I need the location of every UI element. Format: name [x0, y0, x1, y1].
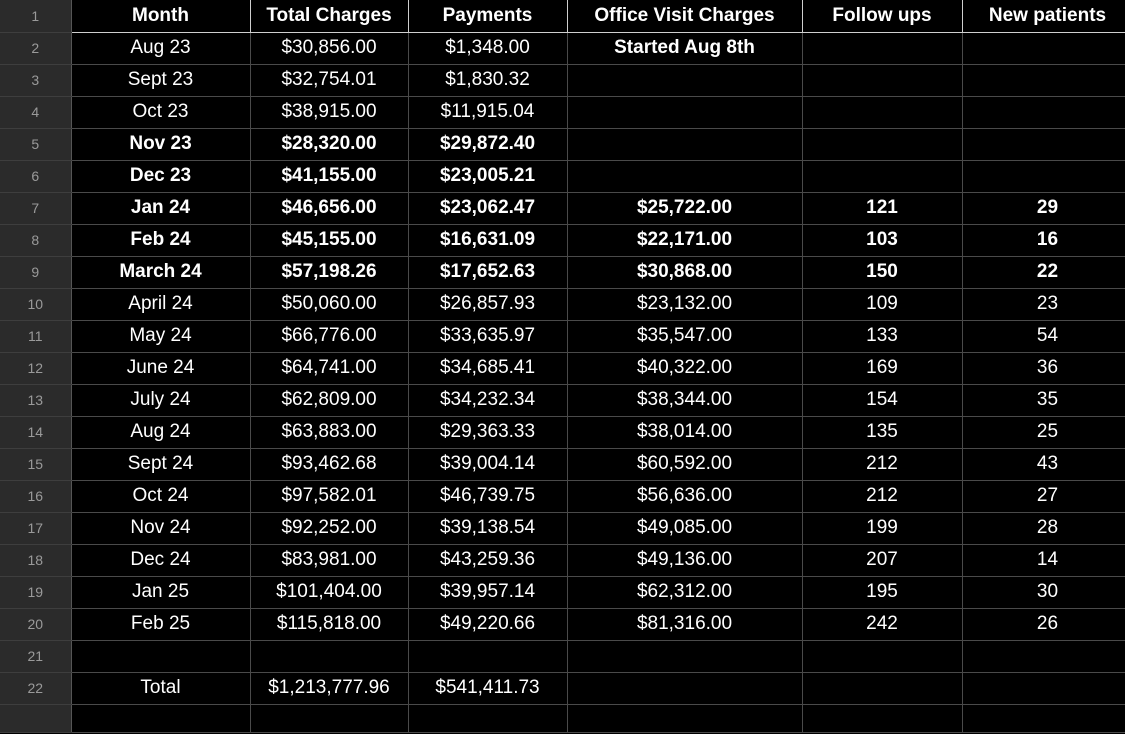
table-cell[interactable]: 14	[962, 544, 1125, 576]
table-cell[interactable]: $46,656.00	[250, 192, 408, 224]
table-cell[interactable]: $1,213,777.96	[250, 672, 408, 704]
table-cell[interactable]: $33,635.97	[408, 320, 567, 352]
table-cell[interactable]	[802, 96, 962, 128]
table-cell[interactable]	[567, 128, 802, 160]
table-row	[0, 320, 1125, 352]
table-cell[interactable]	[567, 64, 802, 96]
row-number[interactable]: 3	[0, 64, 71, 96]
row-number[interactable]: 16	[0, 480, 71, 512]
table-cell[interactable]: 27	[962, 480, 1125, 512]
table-cell[interactable]: $57,198.26	[250, 256, 408, 288]
table-cell[interactable]: June 24	[71, 352, 250, 384]
table-cell[interactable]	[408, 640, 567, 672]
table-cell[interactable]: 28	[962, 512, 1125, 544]
table-cell[interactable]: $32,754.01	[250, 64, 408, 96]
table-cell[interactable]: $63,883.00	[250, 416, 408, 448]
row-number[interactable]: 6	[0, 160, 71, 192]
table-cell[interactable]: $38,014.00	[567, 416, 802, 448]
table-cell[interactable]	[802, 32, 962, 64]
table-cell[interactable]: Feb 24	[71, 224, 250, 256]
table-cell[interactable]	[962, 640, 1125, 672]
table-cell[interactable]: $34,685.41	[408, 352, 567, 384]
table-cell[interactable]: Nov 23	[71, 128, 250, 160]
table-cell[interactable]	[567, 704, 802, 732]
row-number[interactable]: 14	[0, 416, 71, 448]
table-cell[interactable]: 23	[962, 288, 1125, 320]
row-number[interactable]: 17	[0, 512, 71, 544]
table-cell[interactable]: $541,411.73	[408, 672, 567, 704]
table-cell[interactable]: $62,312.00	[567, 576, 802, 608]
table-cell[interactable]: 121	[802, 192, 962, 224]
table-cell[interactable]: 135	[802, 416, 962, 448]
table-row	[0, 704, 1125, 732]
table-cell[interactable]	[962, 32, 1125, 64]
row-number[interactable]: 13	[0, 384, 71, 416]
table-cell[interactable]: $49,220.66	[408, 608, 567, 640]
table-row	[0, 480, 1125, 512]
table-cell[interactable]: 36	[962, 352, 1125, 384]
table-cell[interactable]: 199	[802, 512, 962, 544]
header-cell-total-charges[interactable]: Total Charges	[250, 0, 408, 32]
table-cell[interactable]: 212	[802, 480, 962, 512]
table-row	[0, 32, 1125, 64]
row-number[interactable]: 5	[0, 128, 71, 160]
table-cell[interactable]: $83,981.00	[250, 544, 408, 576]
table-cell[interactable]: 154	[802, 384, 962, 416]
table-row	[0, 256, 1125, 288]
table-cell[interactable]: $41,155.00	[250, 160, 408, 192]
row-number[interactable]: 20	[0, 608, 71, 640]
table-row	[0, 448, 1125, 480]
table-row	[0, 640, 1125, 672]
header-cell-payments[interactable]: Payments	[408, 0, 567, 32]
row-number[interactable]: 18	[0, 544, 71, 576]
table-cell[interactable]: $1,830.32	[408, 64, 567, 96]
table-cell[interactable]	[802, 672, 962, 704]
table-cell[interactable]: Aug 23	[71, 32, 250, 64]
table-cell[interactable]: $34,232.34	[408, 384, 567, 416]
table-cell[interactable]: $39,138.54	[408, 512, 567, 544]
table-cell[interactable]	[962, 64, 1125, 96]
table-cell[interactable]	[567, 160, 802, 192]
table-cell[interactable]	[802, 64, 962, 96]
table-cell[interactable]: Jan 24	[71, 192, 250, 224]
header-cell-office-visit-charges[interactable]: Office Visit Charges	[567, 0, 802, 32]
table-cell[interactable]: $17,652.63	[408, 256, 567, 288]
row-number[interactable]: 19	[0, 576, 71, 608]
table-cell[interactable]: Started Aug 8th	[567, 32, 802, 64]
table-cell[interactable]: $22,171.00	[567, 224, 802, 256]
table-cell[interactable]: Oct 23	[71, 96, 250, 128]
table-cell[interactable]	[250, 704, 408, 732]
table-cell[interactable]: $11,915.04	[408, 96, 567, 128]
row-number[interactable]: 15	[0, 448, 71, 480]
table-cell[interactable]: $66,776.00	[250, 320, 408, 352]
table-row	[0, 512, 1125, 544]
table-cell[interactable]: $38,344.00	[567, 384, 802, 416]
table-cell[interactable]: $30,856.00	[250, 32, 408, 64]
table-row	[0, 384, 1125, 416]
table-cell[interactable]	[962, 672, 1125, 704]
table-row	[0, 96, 1125, 128]
table-cell[interactable]: $46,739.75	[408, 480, 567, 512]
table-row	[0, 288, 1125, 320]
table-cell[interactable]: 16	[962, 224, 1125, 256]
table-cell[interactable]	[962, 160, 1125, 192]
header-cell-new-patients[interactable]: New patients	[962, 0, 1125, 32]
table-row	[0, 64, 1125, 96]
row-number[interactable]: 11	[0, 320, 71, 352]
table-cell[interactable]: $16,631.09	[408, 224, 567, 256]
table-cell[interactable]: $38,915.00	[250, 96, 408, 128]
header-cell-month[interactable]: Month	[71, 0, 250, 32]
table-cell[interactable]: 109	[802, 288, 962, 320]
header-cell-follow-ups[interactable]: Follow ups	[802, 0, 962, 32]
table-cell[interactable]	[802, 128, 962, 160]
table-cell[interactable]: $43,259.36	[408, 544, 567, 576]
table-cell[interactable]: $35,547.00	[567, 320, 802, 352]
table-cell[interactable]: $62,809.00	[250, 384, 408, 416]
table-row	[0, 576, 1125, 608]
table-cell[interactable]: 195	[802, 576, 962, 608]
table-cell[interactable]: 103	[802, 224, 962, 256]
table-cell[interactable]: 150	[802, 256, 962, 288]
table-cell[interactable]: $45,155.00	[250, 224, 408, 256]
table-cell[interactable]	[962, 704, 1125, 732]
table-cell[interactable]: $56,636.00	[567, 480, 802, 512]
table-cell[interactable]: $60,592.00	[567, 448, 802, 480]
table-cell[interactable]: $39,004.14	[408, 448, 567, 480]
header-row	[0, 0, 1125, 32]
table-row	[0, 416, 1125, 448]
row-number[interactable]	[0, 704, 71, 732]
table-row	[0, 192, 1125, 224]
table-cell[interactable]	[802, 640, 962, 672]
table-cell[interactable]	[71, 640, 250, 672]
table-cell[interactable]: $101,404.00	[250, 576, 408, 608]
table-cell[interactable]: $29,872.40	[408, 128, 567, 160]
table-cell[interactable]: $92,252.00	[250, 512, 408, 544]
row-number[interactable]: 7	[0, 192, 71, 224]
table-cell[interactable]: Oct 24	[71, 480, 250, 512]
table-cell[interactable]: $26,857.93	[408, 288, 567, 320]
table-cell[interactable]	[802, 160, 962, 192]
table-cell[interactable]	[802, 704, 962, 732]
table-cell[interactable]	[567, 640, 802, 672]
table-cell[interactable]: $50,060.00	[250, 288, 408, 320]
table-cell[interactable]: Dec 23	[71, 160, 250, 192]
table-cell[interactable]: May 24	[71, 320, 250, 352]
table-cell[interactable]	[962, 96, 1125, 128]
table-cell[interactable]	[408, 704, 567, 732]
table-cell[interactable]: $23,062.47	[408, 192, 567, 224]
row-number[interactable]: 9	[0, 256, 71, 288]
table-cell[interactable]: July 24	[71, 384, 250, 416]
table-cell[interactable]: 35	[962, 384, 1125, 416]
table-cell[interactable]: 25	[962, 416, 1125, 448]
table-cell[interactable]: 133	[802, 320, 962, 352]
table-cell[interactable]: $115,818.00	[250, 608, 408, 640]
table-cell[interactable]: $49,085.00	[567, 512, 802, 544]
table-row	[0, 160, 1125, 192]
table-cell[interactable]: 169	[802, 352, 962, 384]
table-cell[interactable]: 54	[962, 320, 1125, 352]
table-cell[interactable]: 29	[962, 192, 1125, 224]
table-cell[interactable]: 30	[962, 576, 1125, 608]
table-cell[interactable]: $40,322.00	[567, 352, 802, 384]
table-cell[interactable]: 242	[802, 608, 962, 640]
table-row	[0, 544, 1125, 576]
table-cell[interactable]: Aug 24	[71, 416, 250, 448]
table-cell[interactable]: $1,348.00	[408, 32, 567, 64]
table-cell[interactable]: 207	[802, 544, 962, 576]
table-cell[interactable]: $97,582.01	[250, 480, 408, 512]
table-cell[interactable]: $29,363.33	[408, 416, 567, 448]
row-number[interactable]: 2	[0, 32, 71, 64]
table-cell[interactable]: Sept 23	[71, 64, 250, 96]
table-cell[interactable]: $49,136.00	[567, 544, 802, 576]
row-number[interactable]: 21	[0, 640, 71, 672]
table-cell[interactable]: $93,462.68	[250, 448, 408, 480]
table-cell[interactable]: 212	[802, 448, 962, 480]
table-cell[interactable]: $81,316.00	[567, 608, 802, 640]
table-cell[interactable]: 22	[962, 256, 1125, 288]
table-cell[interactable]: $28,320.00	[250, 128, 408, 160]
table-cell[interactable]: Dec 24	[71, 544, 250, 576]
table-cell[interactable]: Jan 25	[71, 576, 250, 608]
row-number[interactable]: 22	[0, 672, 71, 704]
row-number[interactable]: 12	[0, 352, 71, 384]
row-number[interactable]: 4	[0, 96, 71, 128]
table-row	[0, 352, 1125, 384]
table-cell[interactable]	[250, 640, 408, 672]
table-cell[interactable]: $23,005.21	[408, 160, 567, 192]
table-cell[interactable]: Total	[71, 672, 250, 704]
table-cell[interactable]: $39,957.14	[408, 576, 567, 608]
table-cell[interactable]: $64,741.00	[250, 352, 408, 384]
row-number[interactable]: 10	[0, 288, 71, 320]
table-cell[interactable]	[962, 128, 1125, 160]
table-cell[interactable]: April 24	[71, 288, 250, 320]
table-cell[interactable]: $25,722.00	[567, 192, 802, 224]
table-row	[0, 672, 1125, 704]
table-row	[0, 128, 1125, 160]
table-row	[0, 608, 1125, 640]
row-number[interactable]: 8	[0, 224, 71, 256]
table-cell[interactable]: $23,132.00	[567, 288, 802, 320]
table-cell[interactable]: Nov 24	[71, 512, 250, 544]
table-cell[interactable]: March 24	[71, 256, 250, 288]
table-cell[interactable]	[71, 704, 250, 732]
table-cell[interactable]	[567, 672, 802, 704]
table-cell[interactable]: Sept 24	[71, 448, 250, 480]
table-cell[interactable]: 43	[962, 448, 1125, 480]
table-cell[interactable]: $30,868.00	[567, 256, 802, 288]
table-cell[interactable]: 26	[962, 608, 1125, 640]
table-cell[interactable]: Feb 25	[71, 608, 250, 640]
table-cell[interactable]	[567, 96, 802, 128]
row-number[interactable]: 1	[0, 0, 71, 32]
table-row	[0, 224, 1125, 256]
